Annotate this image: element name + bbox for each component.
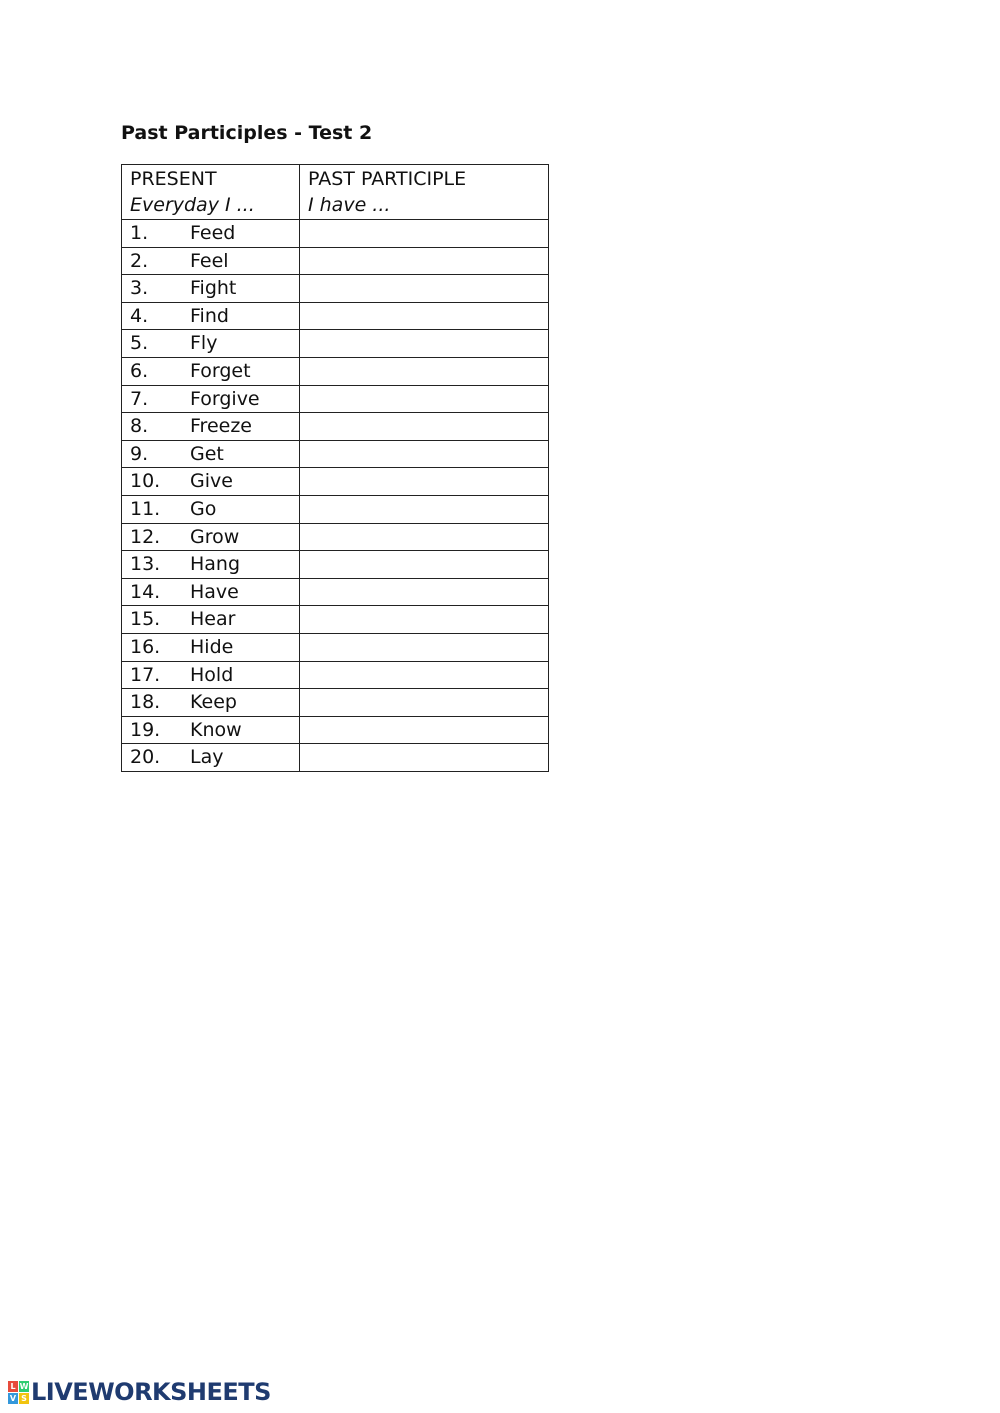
past-participle-answer-cell[interactable]	[300, 633, 549, 661]
past-participle-answer-cell[interactable]	[300, 247, 549, 275]
verb-text: Get	[190, 442, 224, 465]
past-participle-answer-cell[interactable]	[300, 275, 549, 303]
table-row	[122, 606, 549, 634]
past-participle-answer-cell[interactable]	[300, 330, 549, 358]
row-number: 4.	[130, 304, 149, 327]
verb-text: Go	[190, 497, 217, 520]
verb-text: Find	[190, 304, 229, 327]
table-row	[122, 440, 549, 468]
present-header-label: PRESENT	[130, 168, 217, 190]
past-participle-answer-cell[interactable]	[300, 578, 549, 606]
past-participle-answer-cell[interactable]	[300, 385, 549, 413]
verb-text: Fly	[190, 332, 218, 355]
present-verb-cell	[122, 606, 300, 634]
row-number: 18.	[130, 691, 161, 714]
row-number: 11.	[130, 497, 161, 520]
present-header-sub: Everyday I ...	[130, 194, 255, 216]
past-participle-answer-cell[interactable]	[300, 523, 549, 551]
past-participle-answer-cell[interactable]	[300, 220, 549, 248]
row-number: 20.	[130, 746, 161, 769]
present-verb-cell	[122, 744, 300, 772]
row-number: 2.	[130, 249, 149, 272]
table-row	[122, 302, 549, 330]
row-number: 1.	[130, 222, 149, 244]
past-participle-answer-cell[interactable]	[300, 606, 549, 634]
table-row	[122, 661, 549, 689]
table-row	[122, 413, 549, 441]
table-row	[122, 468, 549, 496]
present-verb-cell	[122, 578, 300, 606]
past-participle-header-label: PAST PARTICIPLE	[308, 168, 467, 190]
present-verb-cell	[122, 468, 300, 496]
row-number: 3.	[130, 277, 149, 300]
table-row	[122, 220, 549, 248]
present-verb-cell	[122, 330, 300, 358]
verb-text: Lay	[190, 746, 224, 769]
verb-text: Feel	[190, 249, 229, 272]
present-verb-cell	[122, 661, 300, 689]
past-participle-answer-cell[interactable]	[300, 689, 549, 717]
present-verb-cell	[122, 716, 300, 744]
row-number: 17.	[130, 663, 161, 686]
present-header-cell	[122, 165, 300, 220]
past-participle-header-cell	[300, 165, 549, 220]
present-verb-cell	[122, 523, 300, 551]
table-row	[122, 247, 549, 275]
row-number: 16.	[130, 635, 161, 658]
row-number: 13.	[130, 553, 161, 576]
verb-text: Know	[190, 718, 242, 741]
row-number: 14.	[130, 580, 161, 603]
present-verb-cell	[122, 357, 300, 385]
present-verb-cell	[122, 413, 300, 441]
past-participle-answer-cell[interactable]	[300, 413, 549, 441]
verb-text: Grow	[190, 525, 240, 548]
verb-text: Have	[190, 580, 239, 603]
table-row	[122, 578, 549, 606]
verb-text: Hear	[190, 608, 236, 631]
verb-table	[121, 164, 549, 772]
past-participle-answer-cell[interactable]	[300, 551, 549, 579]
verb-text: Fight	[190, 277, 237, 300]
row-number: 5.	[130, 332, 149, 355]
verb-text: Hang	[190, 553, 241, 576]
verb-text: Forgive	[190, 387, 260, 410]
past-participle-answer-cell[interactable]	[300, 744, 549, 772]
present-verb-cell	[122, 302, 300, 330]
table-row	[122, 495, 549, 523]
row-number: 15.	[130, 608, 161, 631]
present-verb-cell	[122, 440, 300, 468]
verb-text: Hide	[190, 635, 234, 658]
table-row	[122, 551, 549, 579]
present-verb-cell	[122, 495, 300, 523]
row-number: 19.	[130, 718, 161, 741]
row-number: 9.	[130, 442, 149, 465]
past-participle-answer-cell[interactable]	[300, 661, 549, 689]
present-verb-cell	[122, 633, 300, 661]
logo-text: LIVEWORKSHEETS	[31, 1378, 271, 1406]
row-number: 10.	[130, 470, 161, 493]
past-participle-answer-cell[interactable]	[300, 440, 549, 468]
table-row	[122, 689, 549, 717]
present-verb-cell	[122, 689, 300, 717]
liveworksheets-logo	[8, 1378, 271, 1406]
row-number: 7.	[130, 387, 149, 410]
table-header-row	[122, 165, 549, 220]
verb-text: Freeze	[190, 415, 252, 438]
present-verb-cell	[122, 220, 300, 248]
past-participle-answer-cell[interactable]	[300, 468, 549, 496]
present-verb-cell	[122, 247, 300, 275]
verb-text: Feed	[190, 222, 236, 244]
present-verb-cell	[122, 551, 300, 579]
past-participle-answer-cell[interactable]	[300, 302, 549, 330]
verb-text: Forget	[190, 359, 251, 382]
row-number: 6.	[130, 359, 149, 382]
table-row	[122, 523, 549, 551]
logo-block: W	[19, 1381, 29, 1391]
table-row	[122, 275, 549, 303]
table-row	[122, 330, 549, 358]
table-row	[122, 385, 549, 413]
present-verb-cell	[122, 275, 300, 303]
table-row	[122, 357, 549, 385]
verb-text: Hold	[190, 663, 234, 686]
present-verb-cell	[122, 385, 300, 413]
logo-block: S	[19, 1393, 29, 1404]
past-participle-answer-cell[interactable]	[300, 357, 549, 385]
logo-blocks-icon	[8, 1381, 29, 1404]
logo-block: V	[9, 1393, 17, 1403]
past-participle-answer-cell[interactable]	[300, 495, 549, 523]
past-participle-answer-cell[interactable]	[300, 716, 549, 744]
table-row	[122, 633, 549, 661]
verb-text: Keep	[190, 691, 237, 714]
verb-text: Give	[190, 470, 233, 493]
past-participle-header-sub: I have ...	[308, 194, 391, 216]
table-row	[122, 744, 549, 772]
row-number: 12.	[130, 525, 161, 548]
worksheet-title: Past Participles - Test 2	[121, 122, 373, 144]
logo-block: L	[8, 1381, 18, 1392]
table-row	[122, 716, 549, 744]
row-number: 8.	[130, 415, 149, 438]
